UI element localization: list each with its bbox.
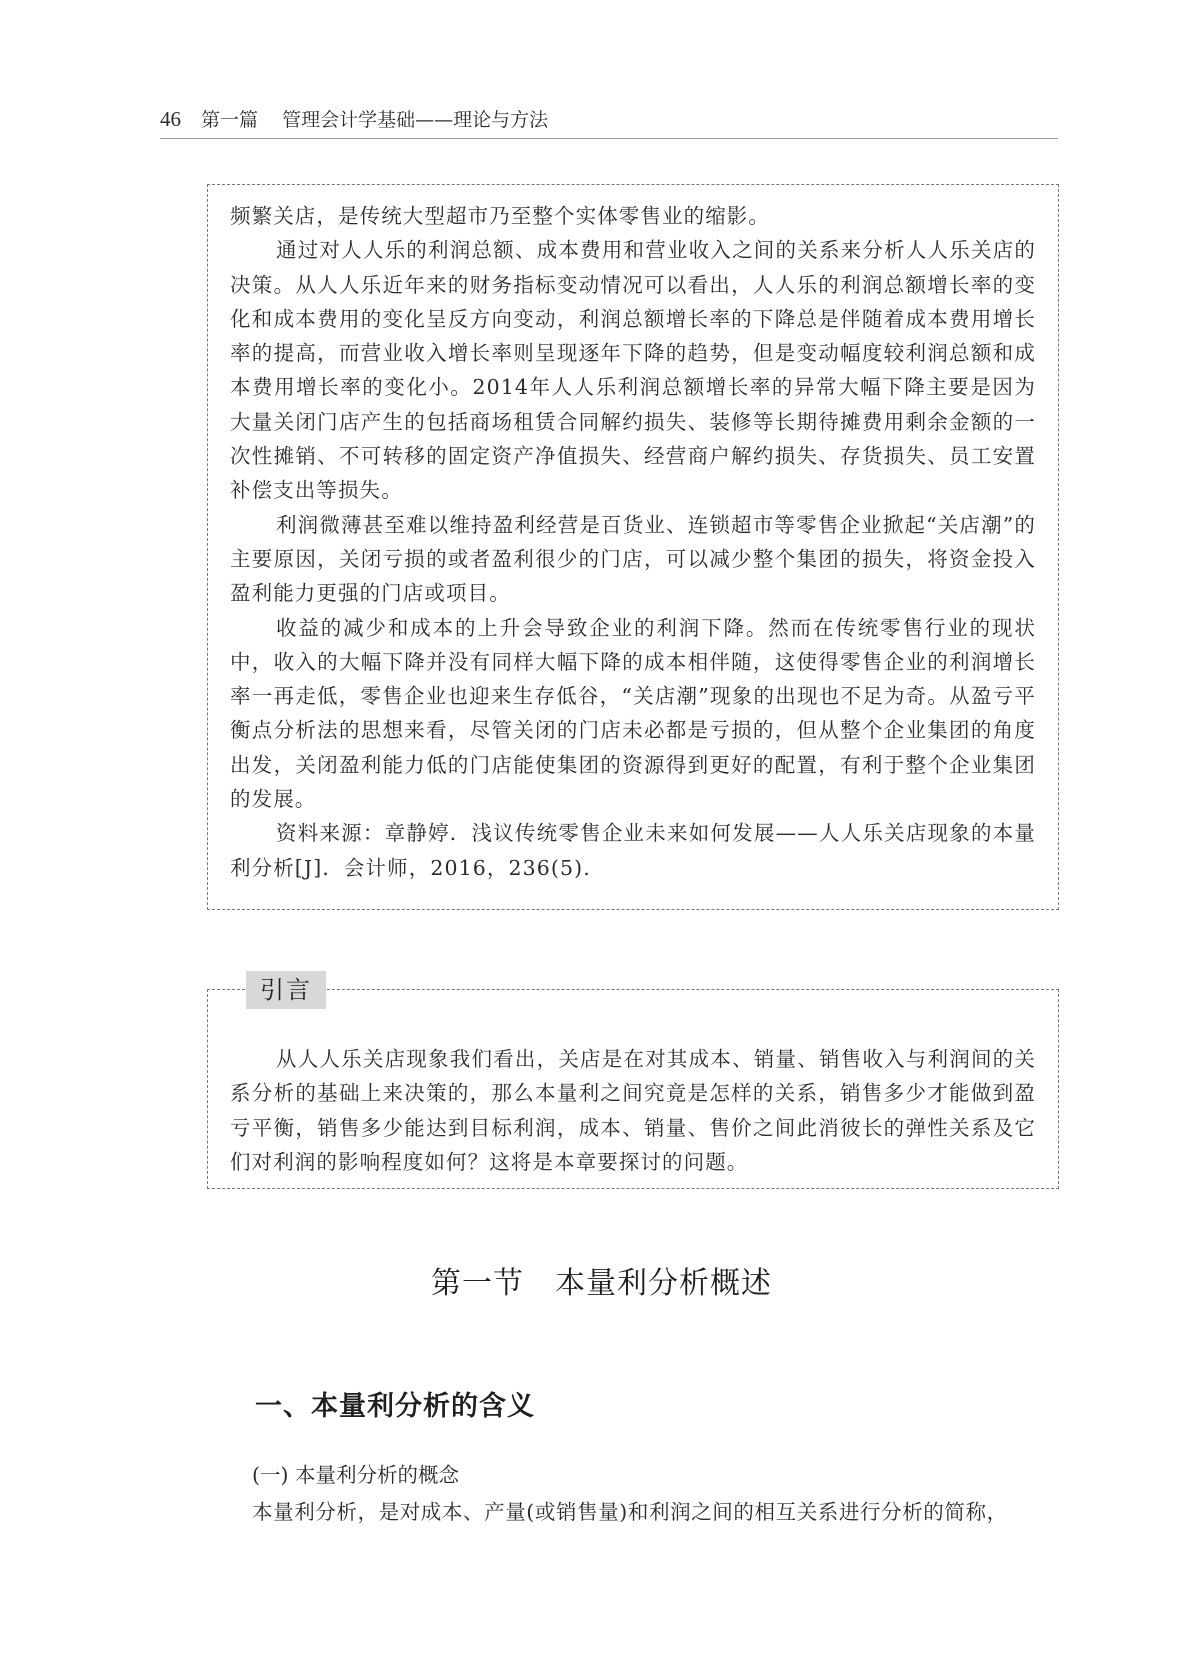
subsub-heading: (一) 本量利分析的概念: [252, 1463, 460, 1487]
case-paragraph: 通过对人人乐的利润总额、成本费用和营业收入之间的关系来分析人人乐关店的决策。从人人乐近年来的财务指标变动情况可以看出，人人乐的利润总额增长率的变化和成本费用的变化呈反方向变动，利润总额增长率的下降总是伴随着成本费用增长率的提高，而营业收入增长率则呈现逐年下降的趋势，但是变动幅度较利润总额和成本费用增长率的变化小。2014年人人乐利润总额增长率的异常大幅下降主要是因为大量关闭门店产生的包括商场租赁合同解约损失、装修等长期待摊费用剩余金额的一次性摊销、不可转移的固定资产净值损失、经营商户解约损失、存货损失、员工安置补偿支出等损失。: [230, 238, 1036, 503]
case-paragraph: 利润微薄甚至难以维持盈利经营是百货业、连锁超市等零售企业掀起“关店潮”的主要原因，关闭亏损的或者盈利很少的门店，可以减少整个集团的损失，将资金投入盈利能力更强的门店或项目。: [230, 512, 1036, 606]
case-study-box: [207, 184, 1059, 910]
introduction-tag: 引言: [246, 971, 326, 1009]
case-paragraph: 频繁关店，是传统大型超市乃至整个实体零售业的缩影。: [230, 204, 770, 228]
case-paragraph: 收益的减少和成本的上升会导致企业的利润下降。然而在传统零售行业的现状中，收入的大幅下降并没有同样大幅下降的成本相伴随，这使得零售企业的利润增长率一再走低，零售企业也迎来生存低谷，“关店潮”现象的出现也不足为奇。从盈亏平衡点分析法的思想来看，尽管关闭的门店未必都是亏损的，但从整个企业集团的角度出发，关闭盈利能力低的门店能使集团的资源得到更好的配置，有利于整个企业集团的发展。: [230, 615, 1036, 812]
sub-heading: 一、本量利分析的含义: [255, 1391, 535, 1422]
book-title: 管理会计学基础——理论与方法: [282, 109, 549, 131]
page-number: 46: [160, 107, 181, 131]
body-text: 本量利分析，是对成本、产量(或销售量)和利润之间的相互关系进行分析的简称，: [252, 1500, 1008, 1524]
introduction-box: [207, 976, 1059, 1189]
part-label: 第一篇: [201, 109, 259, 131]
page-header: [160, 100, 1058, 139]
introduction-text: 从人人乐关店现象我们看出，关店是在对其成本、销量、销售收入与利润间的关系分析的基础上来决策的，那么本量利之间究竟是怎样的关系，销售多少才能做到盈亏平衡，销售多少能达到目标利润，成本、销量、售价之间此消彼长的弹性关系及它们对利润的影响程度如何？这将是本章要探讨的问题。: [230, 1047, 1036, 1174]
section-title: 第一节 本量利分析概述: [431, 1266, 772, 1301]
source-citation: 资料来源：章静婷．浅议传统零售企业未来如何发展——人人乐关店现象的本量利分析[J]．会计师，2016，236(5).: [230, 821, 1036, 880]
